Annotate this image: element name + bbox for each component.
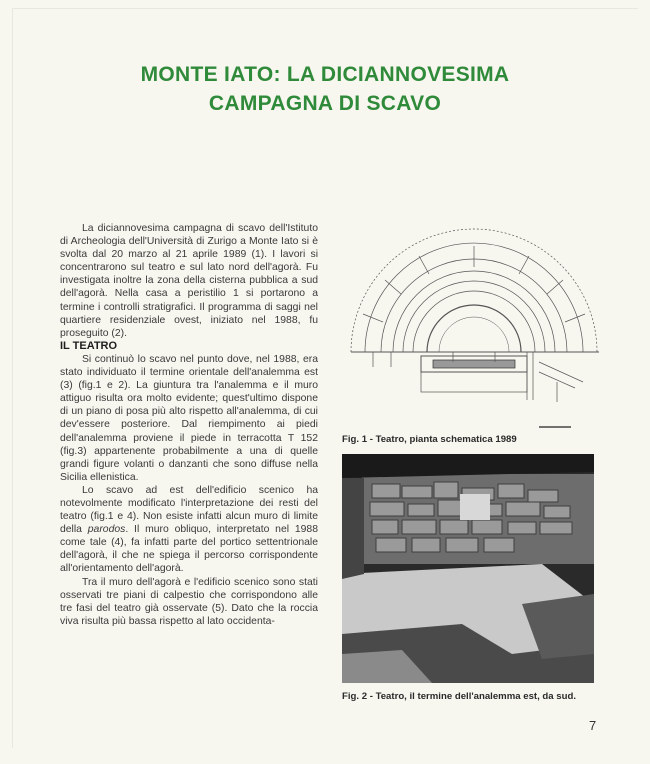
p2-text-before: Lo scavo ad est dell'edificio scenico ha notevolmente modificato l'interpretazione dei resti del teatro (fig.1 e 4). Non esiste infatti alcun muro di limite della: [60, 484, 318, 536]
title-line-1: MONTE IATO: LA DICIANNOVESIMA: [140, 63, 510, 86]
excavation-photo: [342, 454, 594, 683]
section-paragraph-1: Si continuò lo scavo nel punto dove, nel 1988, era stato individuato il termine orientale dell'analemma est (3) (fig.1 e 2). La giuntura tra l'analemma e il muro attiguo risulta ora molto evidente; quest'ultimo dispone di un piano di posa più alto rispetto all'analemma, di cui dev'essere posteriore. Dal riempimento ai piedi dell'analemma proviene il piede in terracotta T 152 (fig.3) appartenente probabilmente a una di quelle grandi figure volanti o danzanti che sono diffuse nella Sicilia ellenistica.: [60, 353, 318, 483]
figure-2-caption: Fig. 2 - Teatro, il termine dell'analemma est, da sud.: [342, 691, 577, 702]
section-heading: IL TEATRO: [60, 339, 118, 352]
figure-1-caption: Fig. 1 - Teatro, pianta schematica 1989: [342, 434, 517, 445]
orchestra-arc: [427, 305, 521, 352]
section-paragraph-2: [60, 484, 318, 576]
left-column: [60, 222, 318, 628]
photo-rendering: [342, 454, 594, 683]
p2-text-after: . Il muro obliquo, interpretato nel 1988 come tale (4), fa infatti parte del portico settentrionale dell'agorà, il che ne spiega il percorso corrispondente all'orientamento dell'agorà.: [60, 524, 318, 575]
p2-italic-term: parodos: [87, 524, 126, 536]
page-edge-line: [12, 8, 13, 748]
theatre-plan-figure: [343, 222, 605, 437]
section-paragraph-3: Tra il muro dell'agorà e l'edificio scenico sono stati osservati tre piani di calpestio che corrispondono alle tre fasi del teatro già osservate (5). Dato che la roccia viva risulta più bassa rispetto al lato occidenta-: [60, 576, 318, 627]
title-line-2: CAMPAGNA DI SCAVO: [208, 92, 442, 115]
article-title: [0, 60, 650, 118]
intro-paragraph: La diciannovesima campagna di scavo dell'Istituto di Archeologia dell'Università di Zurigo a Monte Iato si è svolta dal 20 marzo al 21 aprile 1989 (1). I lavori si concentrarono sul teatro e sul lato nord dell'agorà. Fu investigata inoltre la zona della cisterna pubblica a sud dell'agorà. Nella casa a peristilio 1 si portarono a termine i controlli stratigrafici. Il programma di saggi nel quartiere residenziale ovest, iniziato nel 1988, fu proseguito (2).: [60, 223, 318, 339]
page-edge-line: [12, 8, 638, 9]
page-number: 7: [589, 718, 597, 733]
